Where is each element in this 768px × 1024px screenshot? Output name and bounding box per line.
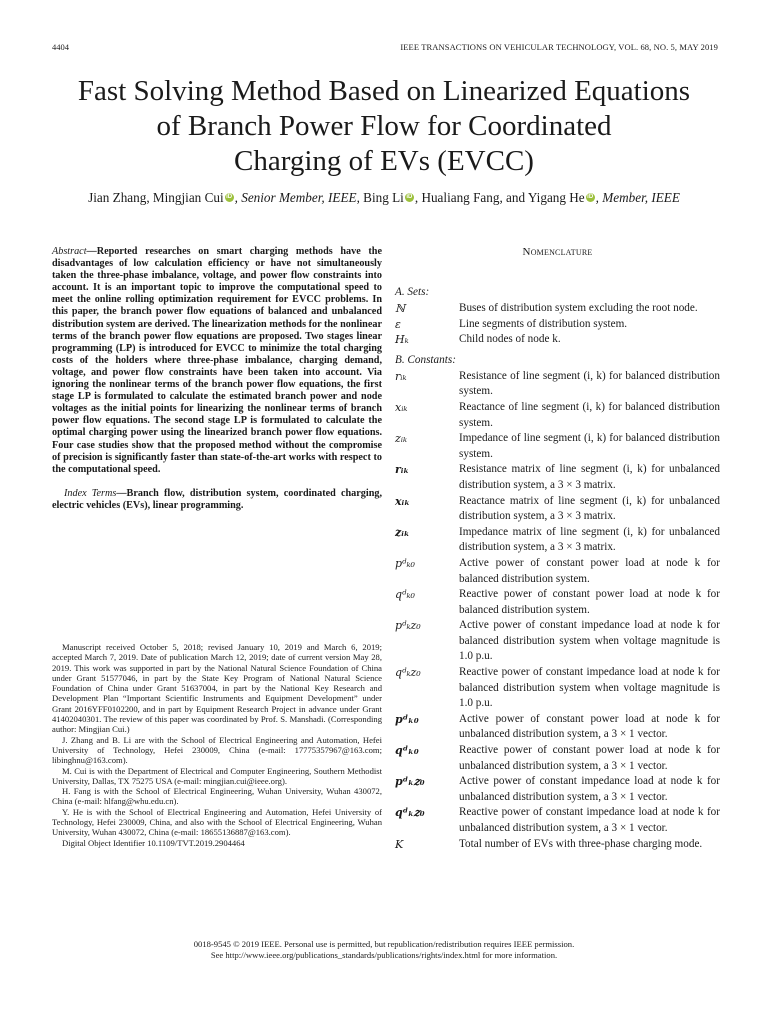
copyright-line-1: 0018-9545 © 2019 IEEE. Personal use is permitted, but republication/redistribution requires IEEE permission.: [193, 939, 575, 949]
nomenclature-row: [395, 805, 720, 836]
author-1-role: , Senior Member, IEEE: [234, 190, 357, 205]
footnote-doi: Digital Object Identifier 10.1109/TVT.2019.2904464: [62, 837, 245, 848]
nomenclature-definition: Reactive power of constant impedance load at node k for unbalanced distribution system, a 3 × 1 vector.: [459, 806, 720, 834]
nomenclature-symbol: pᵈₖ𝑧₀: [395, 775, 425, 789]
nomenclature-row: [395, 618, 720, 665]
left-column: [52, 246, 382, 512]
page-number: 4404: [52, 42, 69, 52]
footnote-affiliation: H. Fang is with the School of Electrical Engineering, Wuhan University, Wuhan 430072, China (e-mail: hlfang@whu.edu.cn).: [52, 786, 382, 807]
author-1: Jian Zhang, Mingjian Cui: [88, 190, 224, 205]
nomenclature-row: [395, 431, 720, 462]
nomenclature-symbol: qᵈₖ𝑧₀: [395, 666, 421, 680]
footnote-affiliation: J. Zhang and B. Li are with the School of Electrical Engineering and Automation, Hefei University of Technology, Hefei 230009, China (e-mail: 17775357967@163.com; libinghnu@163.com).: [52, 734, 382, 766]
abstract-label: Abstract: [52, 246, 87, 257]
constants-list: [395, 369, 720, 852]
nomenclature-definition: Resistance of line segment (i, k) for balanced distribution system.: [459, 369, 720, 398]
nomenclature-heading: Nomenclature: [522, 246, 593, 258]
author-list: [20, 190, 748, 206]
nomenclature-symbol: xᵢₖ: [395, 494, 410, 508]
nomenclature-row: [395, 301, 720, 317]
nomenclature-row: [395, 525, 720, 556]
author-2: , Bing Li: [356, 190, 404, 205]
nomenclature-row: [395, 494, 720, 525]
nomenclature-definition: Buses of distribution system excluding the root node.: [459, 302, 698, 314]
nomenclature-symbol: Hₖ: [395, 333, 409, 347]
nomenclature-definition: Active power of constant impedance load at node k for unbalanced distribution system, a 3 × 1 vector.: [459, 775, 720, 803]
copyright-line-2: See http://www.ieee.org/publications_standards/publications/rights/index.html for more information.: [210, 950, 558, 960]
nomenclature-symbol: qᵈₖ₀: [395, 744, 419, 758]
sets-list: [395, 301, 720, 348]
sets-heading: A. Sets:: [395, 286, 430, 298]
paper-title: [40, 74, 728, 179]
nomenclature-row: [395, 837, 720, 853]
nomenclature-definition: Reactive power of constant power load at node k for balanced distribution system.: [459, 588, 720, 616]
nomenclature-row: [395, 369, 720, 400]
right-column: [395, 246, 720, 852]
orcid-icon[interactable]: iD: [406, 194, 413, 200]
nomenclature-row: [395, 743, 720, 774]
footnote-affiliation: Y. He is with the School of Electrical Engineering and Automation, Hefei University of Technology, Hefei 230009, China, and also with the School of Electrical Engineering, Wuhan University, Wuhan 430072, China (e-mail: 18655136887@163.com).: [52, 806, 382, 838]
orcid-icon[interactable]: iD: [226, 194, 233, 200]
nomenclature-definition: Line segments of distribution system.: [459, 317, 628, 330]
nomenclature-row: [395, 462, 720, 493]
nomenclature-symbol: zᵢₖ: [395, 432, 408, 446]
nomenclature-row: [395, 774, 720, 805]
orcid-icon[interactable]: iD: [587, 194, 594, 200]
constants-heading: B. Constants:: [395, 353, 456, 366]
nomenclature-definition: Reactive power of constant power load at node k for unbalanced distribution system, a 3 × 1 vector.: [459, 744, 720, 772]
nomenclature-row: [395, 665, 720, 712]
nomenclature-row: [395, 587, 720, 618]
title-line-1: Fast Solving Method Based on Linearized Equations: [77, 75, 691, 107]
nomenclature-symbol: ℕ: [395, 302, 406, 315]
nomenclature-symbol: qᵈₖ𝑧₀: [395, 806, 425, 820]
footnotes: [52, 642, 382, 848]
nomenclature-symbol: rᵢₖ: [395, 463, 410, 477]
footnote-manuscript: Manuscript received October 5, 2018; revised January 10, 2019 and March 6, 2019; accepted March 7, 2019. Date of publication March 12, 2019; date of current version May 28, 2019. This work was supported in part by the National Natural Science Foundation of China under Grant 51577046, in part by the State Key Program of National Natural Science Foundation of China under Grant 51637004, in part by the National Key Research and Development Plan “Important Scientific Instruments and Equipment Development” under Grant 2016YFF0102200, and in part by Equipment Research Project in advance under Grant 41402040301. The review of this paper was coordinated by Prof. S. Manshadi. (Corresponding author: Mingjian Cui.): [52, 642, 382, 735]
nomenclature-definition: Active power of constant power load at node k for unbalanced distribution system, a 3 × 1 vector.: [459, 712, 720, 741]
nomenclature-symbol: rᵢₖ: [395, 369, 407, 383]
nomenclature-definition: Active power of constant impedance load at node k for balanced distribution system when voltage magnitude is 1.0 p.u.: [459, 619, 720, 663]
title-line-3: Charging of EVs (EVCC): [234, 145, 534, 177]
journal-header: IEEE TRANSACTIONS ON VEHICULAR TECHNOLOGY, VOL. 68, NO. 5, MAY 2019: [400, 42, 718, 52]
nomenclature-row: [395, 712, 720, 743]
author-3-role: , Member, IEEE: [595, 190, 680, 205]
nomenclature-symbol: zᵢₖ: [395, 525, 410, 539]
title-line-2: of Branch Power Flow for Coordinated: [156, 110, 612, 142]
copyright-notice: [0, 939, 768, 961]
abstract-text: —Reported researches on smart charging methods have the disadvantages of low calculation efficiency or have not simultaneously taken the three-phase imbalance, voltage, and power flow constraints into account. It is an important topic to improve the computational speed to meet the online rolling optimization requirement for EVCC problems. In this paper, the branch power flow equations of balanced and unbalanced distribution system are derived. The linearization methods for the nonlinear terms of the branch power flow equations are proposed. Two stages linear programming (LP) is introduced for EVCC to minimize the total charging costs of the holders where three-phase imbalance, charging demand, voltage, and power flow constraints have been taken into account. Via ignoring the nonlinear terms of the branch power flow equations, the first stage LP is formulated to calculate the estimated branch power and node voltages as the initial points for linearizing the nonlinear terms of branch power flow equations. The second stage LP is formulated to calculate the optimal charging power using the linearized branch power flow equations. Four case studies show that the proposed method without the compromise of precision is significantly faster than state-of-the-art works with respect to the computational speed.: [52, 246, 382, 475]
nomenclature-definition: Reactive power of constant impedance load at node k for balanced distribution system when voltage magnitude is 1.0 p.u.: [459, 666, 720, 710]
nomenclature-row: [395, 317, 720, 333]
nomenclature-definition: Child nodes of node k.: [459, 333, 561, 346]
nomenclature-row: [395, 556, 720, 587]
nomenclature-symbol: pᵈₖ𝑧₀: [395, 619, 421, 633]
nomenclature-symbol: qᵈₖ₀: [395, 588, 415, 602]
nomenclature-definition: Total number of EVs with three-phase charging mode.: [459, 837, 703, 850]
nomenclature-symbol: pᵈₖ₀: [395, 556, 415, 570]
index-terms-label: Index Terms: [64, 487, 117, 499]
author-3: , Hualiang Fang, and Yigang He: [414, 190, 585, 205]
footnote-affiliation: M. Cui is with the Department of Electrical and Computer Engineering, Southern Methodist University, Dallas, TX 75275 USA (e-mail: mingjian.cui@ieee.org).: [52, 765, 382, 786]
nomenclature-symbol: K: [395, 837, 404, 851]
nomenclature-row: [395, 332, 720, 348]
nomenclature-definition: Reactance matrix of line segment (i, k) for unbalanced distribution system, a 3 × 3 matrix.: [459, 494, 720, 523]
nomenclature-definition: Active power of constant power load at node k for balanced distribution system.: [459, 556, 720, 585]
index-terms: [52, 488, 382, 512]
abstract: [52, 246, 382, 476]
nomenclature-definition: Reactance of line segment (i, k) for balanced distribution system.: [459, 400, 720, 429]
nomenclature-definition: Impedance of line segment (i, k) for balanced distribution system.: [459, 432, 720, 460]
nomenclature-definition: Impedance matrix of line segment (i, k) for unbalanced distribution system, a 3 × 3 matrix.: [459, 525, 720, 554]
nomenclature-symbol: xᵢₖ: [395, 400, 408, 414]
nomenclature-symbol: pᵈₖ₀: [395, 712, 419, 726]
index-terms-text: —Branch flow, distribution system, coordinated charging, electric vehicles (EVs), linear programming.: [52, 487, 382, 511]
nomenclature-symbol: ε: [395, 317, 401, 331]
nomenclature-definition: Resistance matrix of line segment (i, k) for unbalanced distribution system, a 3 × 3 matrix.: [459, 463, 720, 491]
nomenclature-row: [395, 400, 720, 431]
